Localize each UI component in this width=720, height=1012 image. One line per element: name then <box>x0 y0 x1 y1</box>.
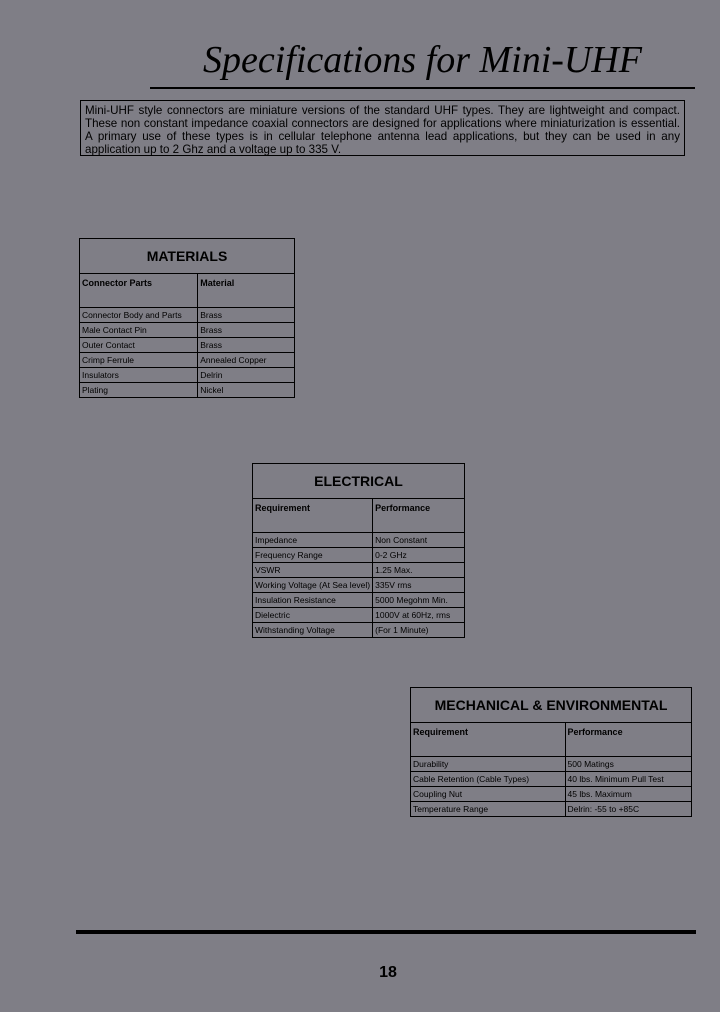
header-row <box>253 499 465 533</box>
intro-box: Mini-UHF style connectors are miniature versions of the standard UHF types. They are lightweight and compact. These non constant impedance coaxial connectors are designed for applications where miniaturization is essential. A primary use of these types is in cellular telephone antenna lead applications, but they can be used in any application up to 2 Ghz and a voltage up to 335 V. <box>80 100 685 156</box>
table-cell: 40 lbs. Minimum Pull Test <box>565 772 691 787</box>
table-cell: 1.25 Max. <box>373 563 465 578</box>
table-row <box>80 308 295 323</box>
table-row <box>411 787 692 802</box>
materials-table <box>79 238 295 398</box>
table-row <box>411 802 692 817</box>
table-cell: Nickel <box>198 383 295 398</box>
table-cell: 45 lbs. Maximum <box>565 787 691 802</box>
caption-row <box>253 464 465 499</box>
table-cell: 0-2 GHz <box>373 548 465 563</box>
table-row <box>253 548 465 563</box>
table-cell: Connector Body and Parts <box>80 308 198 323</box>
table-cell: Male Contact Pin <box>80 323 198 338</box>
table-cell: Non Constant <box>373 533 465 548</box>
table-cell: Withstanding Voltage <box>253 623 373 638</box>
table-cell: Dielectric <box>253 608 373 623</box>
table-row <box>253 563 465 578</box>
table-caption: MATERIALS <box>80 239 295 274</box>
table-row <box>253 578 465 593</box>
table-row <box>411 772 692 787</box>
table-row <box>80 353 295 368</box>
page-number: 18 <box>379 964 397 981</box>
title-rule <box>150 87 695 89</box>
table-row <box>80 323 295 338</box>
table-cell: Crimp Ferrule <box>80 353 198 368</box>
column-header: Connector Parts <box>80 274 198 308</box>
table-cell: Delrin: -55 to +85C <box>565 802 691 817</box>
table-cell: Frequency Range <box>253 548 373 563</box>
header-row <box>80 274 295 308</box>
column-header: Performance <box>373 499 465 533</box>
table-row <box>253 623 465 638</box>
mechanical-table <box>410 687 692 817</box>
column-header: Material <box>198 274 295 308</box>
table-row <box>80 383 295 398</box>
table-caption: MECHANICAL & ENVIRONMENTAL <box>411 688 692 723</box>
table-cell: Brass <box>198 308 295 323</box>
table-caption: ELECTRICAL <box>253 464 465 499</box>
table-cell: (For 1 Minute) <box>373 623 465 638</box>
table-cell: Delrin <box>198 368 295 383</box>
table-cell: Impedance <box>253 533 373 548</box>
table-row <box>253 533 465 548</box>
table-row <box>253 593 465 608</box>
table-cell: Outer Contact <box>80 338 198 353</box>
table-cell: 335V rms <box>373 578 465 593</box>
table-cell: VSWR <box>253 563 373 578</box>
header-row <box>411 723 692 757</box>
page-title: Specifications for Mini-UHF <box>202 39 643 81</box>
column-header: Performance <box>565 723 691 757</box>
table-cell: Coupling Nut <box>411 787 566 802</box>
table-cell: Insulation Resistance <box>253 593 373 608</box>
table-cell: 500 Matings <box>565 757 691 772</box>
table-row <box>411 757 692 772</box>
table-cell: Brass <box>198 323 295 338</box>
table-cell: Durability <box>411 757 566 772</box>
electrical-table <box>252 463 465 638</box>
table-row <box>253 608 465 623</box>
table-cell: Plating <box>80 383 198 398</box>
table-cell: Annealed Copper <box>198 353 295 368</box>
table-cell: 5000 Megohm Min. <box>373 593 465 608</box>
column-header: Requirement <box>411 723 566 757</box>
table-cell: Cable Retention (Cable Types) <box>411 772 566 787</box>
caption-row <box>411 688 692 723</box>
table-cell: Insulators <box>80 368 198 383</box>
table-cell: Temperature Range <box>411 802 566 817</box>
caption-row <box>80 239 295 274</box>
table-row <box>80 338 295 353</box>
column-header: Requirement <box>253 499 373 533</box>
bottom-rule <box>76 930 696 934</box>
table-cell: 1000V at 60Hz, rms <box>373 608 465 623</box>
table-row <box>80 368 295 383</box>
table-cell: Working Voltage (At Sea level) <box>253 578 373 593</box>
table-cell: Brass <box>198 338 295 353</box>
